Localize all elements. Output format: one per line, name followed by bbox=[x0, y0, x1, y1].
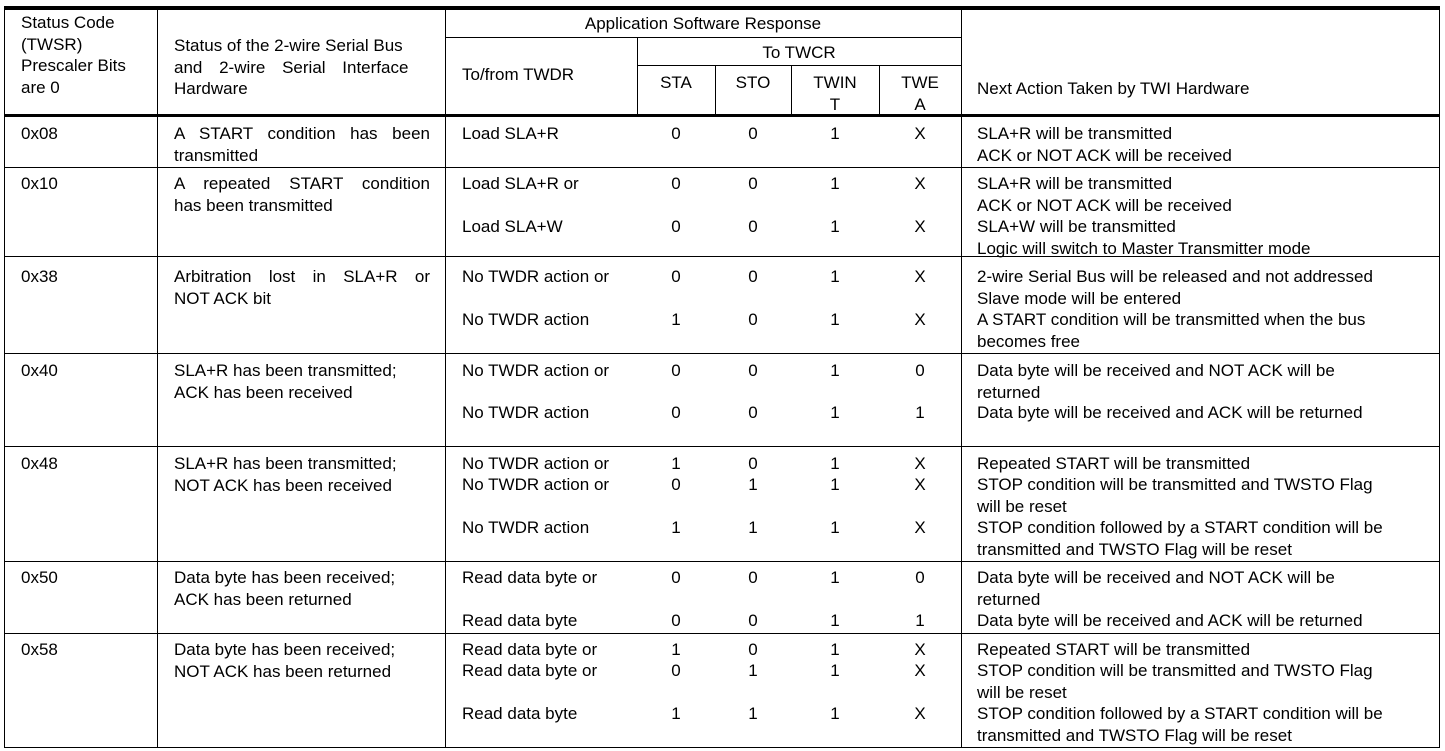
twdr-action: Load SLA+R bbox=[462, 124, 559, 143]
twea-value: X bbox=[914, 518, 926, 537]
next-action: Data byte will be received and NOT ACK will be returned bbox=[977, 568, 1335, 609]
status-code: 0x10 bbox=[21, 174, 58, 193]
sto-value: 1 bbox=[748, 518, 758, 537]
next-action: STOP condition will be transmitted and TWSTO Flag will be reset bbox=[977, 661, 1373, 702]
twdr-action: Read data byte or bbox=[462, 661, 598, 680]
row-separator bbox=[4, 167, 1440, 168]
bus-status: Arbitration lost in SLA+R or NOT ACK bit bbox=[174, 267, 430, 308]
twint-value: 1 bbox=[830, 640, 840, 659]
twea-value: 0 bbox=[915, 361, 925, 380]
sto-value: 0 bbox=[748, 310, 758, 329]
bus-status: A START condition has been transmitted bbox=[174, 124, 430, 165]
twea-value: X bbox=[914, 475, 926, 494]
row-separator bbox=[4, 633, 1440, 634]
sta-value: 0 bbox=[671, 124, 681, 143]
twdr-action: No TWDR action bbox=[462, 518, 590, 537]
sta-value: 1 bbox=[671, 310, 681, 329]
header-twint: TWIN T bbox=[813, 73, 857, 114]
row-separator bbox=[4, 446, 1440, 447]
bus-status: SLA+R has been transmitted; ACK has been received bbox=[174, 361, 397, 402]
header-app-response: Application Software Response bbox=[584, 14, 822, 33]
twint-value: 1 bbox=[830, 704, 840, 723]
twint-value: 1 bbox=[830, 661, 840, 680]
next-action: STOP condition followed by a START condition will be transmitted and TWSTO Flag will be reset bbox=[977, 518, 1383, 559]
header-to-from-twdr: To/from TWDR bbox=[462, 65, 575, 84]
twint-value: 1 bbox=[830, 267, 840, 286]
sto-value: 0 bbox=[748, 124, 758, 143]
sto-value: 0 bbox=[748, 361, 758, 380]
header-to-twcr: To TWCR bbox=[762, 43, 836, 62]
next-action: Repeated START will be transmitted bbox=[977, 454, 1251, 473]
twint-value: 1 bbox=[830, 403, 840, 422]
status-code: 0x58 bbox=[21, 640, 58, 659]
next-action: Data byte will be received and ACK will be returned bbox=[977, 611, 1363, 630]
twea-value: X bbox=[914, 310, 926, 329]
sta-value: 1 bbox=[671, 640, 681, 659]
header-sto: STO bbox=[735, 73, 771, 92]
next-action: SLA+W will be transmitted Logic will switch to Master Transmitter mode bbox=[977, 217, 1311, 258]
row-separator bbox=[4, 561, 1440, 562]
bus-status: SLA+R has been transmitted; NOT ACK has been received bbox=[174, 454, 397, 495]
twint-value: 1 bbox=[830, 454, 840, 473]
twea-value: 0 bbox=[915, 568, 925, 587]
sta-value: 0 bbox=[671, 174, 681, 193]
twea-value: X bbox=[914, 704, 926, 723]
next-action: Repeated START will be transmitted bbox=[977, 640, 1251, 659]
twdr-action: Read data byte bbox=[462, 611, 578, 630]
status-code: 0x08 bbox=[21, 124, 58, 143]
sta-value: 1 bbox=[671, 454, 681, 473]
next-action: SLA+R will be transmitted ACK or NOT ACK will be received bbox=[977, 124, 1232, 165]
header-status-code: Status Code (TWSR) Prescaler Bits are 0 bbox=[21, 13, 126, 97]
twdr-action: No TWDR action or bbox=[462, 475, 610, 494]
twea-value: X bbox=[914, 124, 926, 143]
header-rule bbox=[445, 37, 961, 38]
sto-value: 0 bbox=[748, 611, 758, 630]
bus-status: A repeated START condition has been transmitted bbox=[174, 174, 430, 215]
col-divider bbox=[961, 10, 962, 748]
header-bus-status: Status of the 2-wire Serial Bus and 2-wire Serial Interface Hardware bbox=[174, 36, 409, 98]
sto-value: 0 bbox=[748, 403, 758, 422]
sto-value: 1 bbox=[748, 661, 758, 680]
next-action: A START condition will be transmitted when the bus becomes free bbox=[977, 310, 1366, 351]
twdr-action: Read data byte or bbox=[462, 640, 598, 659]
next-action: Data byte will be received and ACK will be returned bbox=[977, 403, 1363, 422]
sta-value: 0 bbox=[671, 267, 681, 286]
status-code: 0x38 bbox=[21, 267, 58, 286]
bus-status: Data byte has been received; ACK has been returned bbox=[174, 568, 396, 609]
sto-value: 0 bbox=[748, 174, 758, 193]
sto-value: 1 bbox=[748, 704, 758, 723]
twea-value: X bbox=[914, 640, 926, 659]
row-separator bbox=[4, 353, 1440, 354]
twint-value: 1 bbox=[830, 361, 840, 380]
sta-value: 0 bbox=[671, 403, 681, 422]
sta-value: 0 bbox=[671, 361, 681, 380]
sta-value: 0 bbox=[671, 568, 681, 587]
sta-value: 0 bbox=[671, 611, 681, 630]
sta-value: 0 bbox=[671, 475, 681, 494]
twint-value: 1 bbox=[830, 217, 840, 236]
twint-value: 1 bbox=[830, 611, 840, 630]
twdr-action: No TWDR action bbox=[462, 403, 590, 422]
twea-value: 1 bbox=[915, 403, 925, 422]
next-action: Data byte will be received and NOT ACK will be returned bbox=[977, 361, 1335, 402]
twint-value: 1 bbox=[830, 568, 840, 587]
twdr-action: Read data byte bbox=[462, 704, 578, 723]
twdr-action: Load SLA+R or bbox=[462, 174, 579, 193]
twdr-action: No TWDR action or bbox=[462, 454, 610, 473]
twdr-action: No TWDR action or bbox=[462, 267, 610, 286]
next-action: STOP condition will be transmitted and TWSTO Flag will be reset bbox=[977, 475, 1373, 516]
sta-value: 0 bbox=[671, 661, 681, 680]
twdr-action: No TWDR action bbox=[462, 310, 590, 329]
sto-value: 0 bbox=[748, 454, 758, 473]
twint-value: 1 bbox=[830, 310, 840, 329]
twea-value: X bbox=[914, 267, 926, 286]
sto-value: 0 bbox=[748, 267, 758, 286]
status-code: 0x50 bbox=[21, 568, 58, 587]
twdr-action: Load SLA+W bbox=[462, 217, 563, 236]
twea-value: X bbox=[914, 217, 926, 236]
twint-value: 1 bbox=[830, 518, 840, 537]
header-sta: STA bbox=[660, 73, 692, 92]
twdr-action: Read data byte or bbox=[462, 568, 598, 587]
sto-value: 0 bbox=[748, 217, 758, 236]
twea-value: X bbox=[914, 454, 926, 473]
twint-value: 1 bbox=[830, 174, 840, 193]
twea-value: X bbox=[914, 174, 926, 193]
header-twea: TWE A bbox=[901, 73, 939, 114]
header-next-action: Next Action Taken by TWI Hardware bbox=[977, 79, 1250, 98]
status-code: 0x48 bbox=[21, 454, 58, 473]
sta-value: 0 bbox=[671, 217, 681, 236]
twint-value: 1 bbox=[830, 475, 840, 494]
sto-value: 0 bbox=[748, 640, 758, 659]
header-bottom-rule bbox=[4, 114, 1440, 117]
twea-value: X bbox=[914, 661, 926, 680]
sta-value: 1 bbox=[671, 704, 681, 723]
header-rule bbox=[637, 65, 961, 66]
next-action: 2-wire Serial Bus will be released and not addressed Slave mode will be entered bbox=[977, 267, 1373, 308]
twint-value: 1 bbox=[830, 124, 840, 143]
bus-status: Data byte has been received; NOT ACK has been returned bbox=[174, 640, 396, 681]
next-action: SLA+R will be transmitted ACK or NOT ACK will be received bbox=[977, 174, 1232, 215]
twdr-action: No TWDR action or bbox=[462, 361, 610, 380]
next-action: STOP condition followed by a START condition will be transmitted and TWSTO Flag will be reset bbox=[977, 704, 1383, 745]
sto-value: 0 bbox=[748, 568, 758, 587]
status-code: 0x40 bbox=[21, 361, 58, 380]
twea-value: 1 bbox=[915, 611, 925, 630]
col-divider bbox=[157, 10, 158, 748]
sta-value: 1 bbox=[671, 518, 681, 537]
sto-value: 1 bbox=[748, 475, 758, 494]
col-divider bbox=[445, 10, 446, 748]
